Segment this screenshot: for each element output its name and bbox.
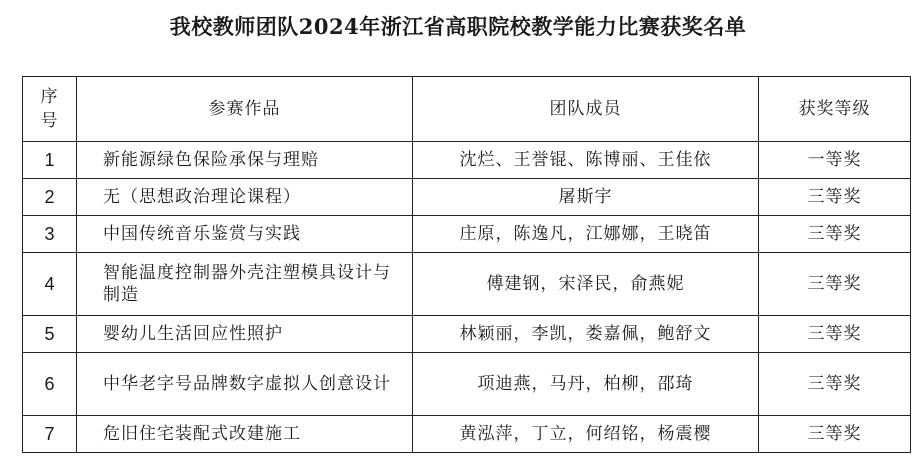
cell-no: 3 bbox=[23, 216, 77, 253]
cell-level: 三等奖 bbox=[759, 316, 911, 353]
table-row bbox=[23, 353, 911, 416]
cell-no: 5 bbox=[23, 316, 77, 353]
cell-level: 三等奖 bbox=[759, 253, 911, 316]
header-no-line2: 号 bbox=[40, 111, 59, 131]
cell-no: 6 bbox=[23, 353, 77, 416]
cell-level: 三等奖 bbox=[759, 353, 911, 416]
page-title: 我校教师团队2024年浙江省高职院校教学能力比赛获奖名单 bbox=[169, 14, 747, 39]
table-header-row bbox=[23, 77, 911, 142]
cell-level: 三等奖 bbox=[759, 416, 911, 453]
header-work: 参赛作品 bbox=[77, 77, 413, 142]
table-row bbox=[23, 142, 911, 179]
cell-no: 4 bbox=[23, 253, 77, 316]
award-table bbox=[22, 76, 911, 453]
cell-members: 屠斯宇 bbox=[413, 179, 759, 216]
cell-members: 黄泓萍，丁立，何绍铭，杨震樱 bbox=[413, 416, 759, 453]
cell-members: 庄原，陈逸凡，江娜娜，王晓笛 bbox=[413, 216, 759, 253]
cell-members: 林颖丽，李凯，娄嘉佩，鲍舒文 bbox=[413, 316, 759, 353]
cell-no: 7 bbox=[23, 416, 77, 453]
cell-work: 中国传统音乐鉴赏与实践 bbox=[77, 216, 413, 253]
cell-no: 1 bbox=[23, 142, 77, 179]
cell-level: 三等奖 bbox=[759, 179, 911, 216]
table-row bbox=[23, 179, 911, 216]
cell-work: 无（思想政治理论课程） bbox=[77, 179, 413, 216]
header-level: 获奖等级 bbox=[759, 77, 911, 142]
cell-work: 中华老字号品牌数字虚拟人创意设计 bbox=[77, 353, 413, 416]
table-row bbox=[23, 416, 911, 453]
table-row bbox=[23, 216, 911, 253]
cell-members: 项迪燕，马丹，柏柳，邵琦 bbox=[413, 353, 759, 416]
cell-level: 一等奖 bbox=[759, 142, 911, 179]
cell-no: 2 bbox=[23, 179, 77, 216]
header-no bbox=[23, 77, 77, 142]
cell-work: 危旧住宅装配式改建施工 bbox=[77, 416, 413, 453]
cell-level: 三等奖 bbox=[759, 216, 911, 253]
table-row bbox=[23, 253, 911, 316]
cell-members: 傅建钢，宋泽民，俞燕妮 bbox=[413, 253, 759, 316]
header-no-line1: 序 bbox=[40, 87, 59, 107]
header-members: 团队成员 bbox=[413, 77, 759, 142]
cell-members: 沈烂、王誉锟、陈博丽、王佳依 bbox=[413, 142, 759, 179]
cell-work: 智能温度控制器外壳注塑模具设计与制造 bbox=[77, 253, 413, 316]
table-row bbox=[23, 316, 911, 353]
cell-work: 新能源绿色保险承保与理赔 bbox=[77, 142, 413, 179]
cell-work: 婴幼儿生活回应性照护 bbox=[77, 316, 413, 353]
